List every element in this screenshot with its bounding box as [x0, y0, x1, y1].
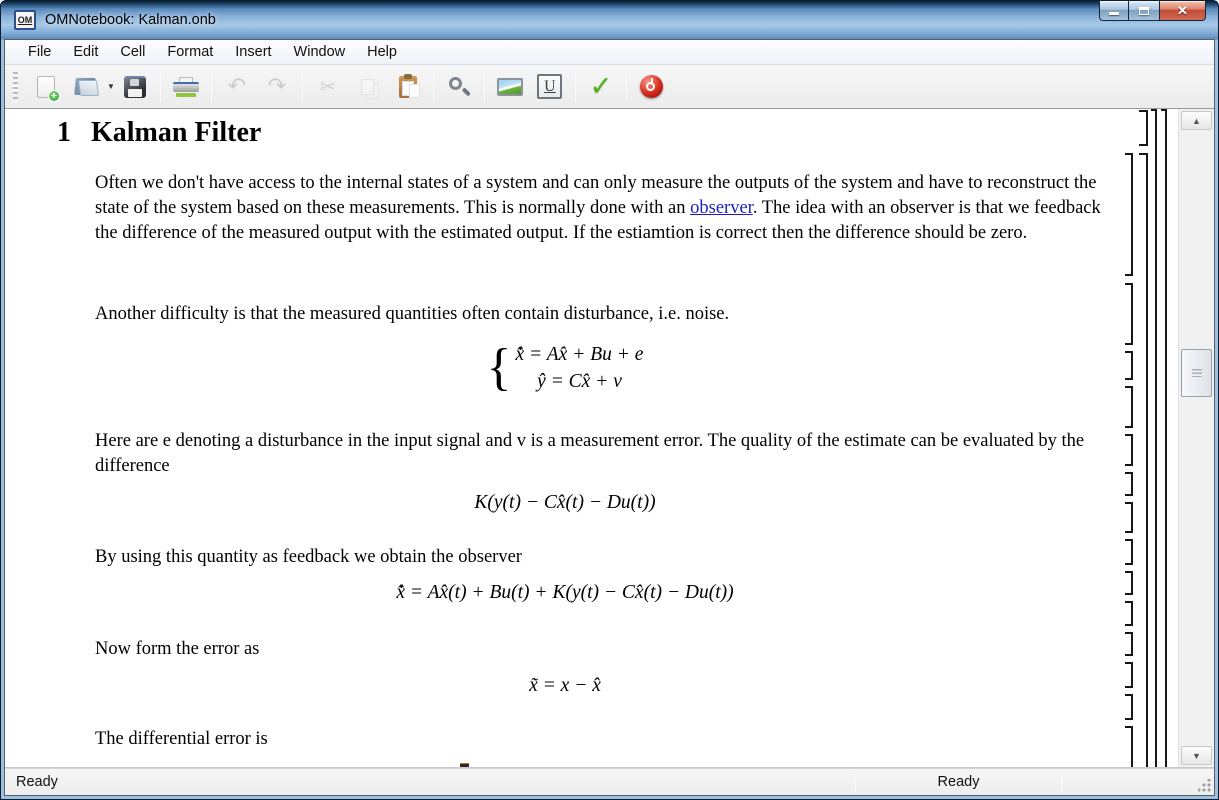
cell-bracket[interactable]: [1125, 726, 1133, 768]
cell-bracket[interactable]: [1125, 283, 1133, 345]
cell-bracket[interactable]: [1125, 386, 1133, 428]
open-button[interactable]: [68, 70, 104, 104]
search-handle: [462, 87, 471, 96]
save-button[interactable]: [117, 70, 153, 104]
toolbar-separator: [575, 73, 576, 101]
arrow-up-icon: ▲: [1192, 115, 1201, 126]
arrow-down-icon: ▼: [1192, 750, 1201, 761]
insert-image-button[interactable]: [492, 70, 528, 104]
text-cell-1: [95, 171, 1113, 246]
toolbar-separator: [626, 73, 627, 101]
title-bar[interactable]: [1, 1, 1218, 39]
close-icon: ✕: [1177, 3, 1188, 18]
cell-bracket[interactable]: [1125, 502, 1133, 533]
open-dropdown-arrow-icon[interactable]: ▼: [107, 82, 115, 91]
cell-bracket[interactable]: [1125, 571, 1133, 595]
underline-icon: U: [537, 74, 562, 99]
toolbar-separator: [211, 73, 212, 101]
window-title: OMNotebook: Kalman.onb: [45, 12, 216, 28]
status-secondary: Ready: [937, 774, 980, 790]
plus-badge-icon: +: [48, 90, 60, 102]
cell-bracket[interactable]: [1125, 153, 1133, 276]
menu-insert[interactable]: Insert: [235, 44, 272, 60]
menu-format[interactable]: Format: [167, 44, 214, 60]
window-controls: [1099, 1, 1206, 21]
printer-tray: [176, 93, 196, 97]
copy-button: [350, 70, 386, 104]
equation-cell-1: [5, 341, 1125, 395]
cell-bracket[interactable]: [1139, 153, 1148, 768]
equation-line: ŷ = Cx̂ + v: [537, 371, 622, 392]
cell-bracket[interactable]: [1125, 472, 1133, 496]
thumb-grip-icon: [1192, 369, 1202, 377]
paragraph-text: . The idea with an observer is that we feedback the difference of the measured output with the estimated output. If the estiamtion is correct then the difference should be zero.: [95, 198, 1101, 243]
cell-bracket[interactable]: [1125, 434, 1133, 466]
cut-icon: ✂: [319, 75, 336, 98]
maximize-icon: [1139, 7, 1149, 15]
toolbar: [5, 65, 1214, 109]
cell-bracket[interactable]: [1125, 351, 1133, 380]
text-cell-2: Another difficulty is that the measured quantities often contain disturbance, i.e. noise.: [95, 304, 730, 324]
toolbar-grip[interactable]: [13, 72, 18, 102]
minimize-button[interactable]: [1099, 1, 1129, 21]
observer-link[interactable]: observer: [690, 198, 753, 218]
printer-body: [173, 82, 199, 92]
paragraph-text: Often we don't have access to the internal states of a system and can only measure the outputs of the system and have to reconstruct the state of the system based on these measurements. This is normally done with an: [95, 173, 1097, 218]
cell-bracket[interactable]: [1125, 662, 1133, 688]
equation-cell-3: x̂̇ = Ax̂(t) + Bu(t) + K(y(t) − Cx̂(t) − Du(t)): [396, 582, 734, 603]
equation-cell-4: x̃ = x − x̂: [529, 675, 601, 696]
save-floppy-icon: [124, 76, 146, 98]
floppy-label: [128, 89, 142, 97]
cut-button: [310, 70, 346, 104]
cell-bracket[interactable]: [1151, 109, 1157, 768]
scrollbar-thumb[interactable]: [1181, 349, 1212, 397]
quit-button[interactable]: [634, 70, 670, 104]
client-area: [4, 39, 1215, 796]
partial-equation-top: [460, 763, 469, 767]
search-icon: [447, 75, 471, 99]
cell-bracket[interactable]: [1125, 694, 1133, 720]
menu-help[interactable]: Help: [367, 44, 397, 60]
status-end-panel: [1062, 769, 1214, 795]
new-document-button[interactable]: [28, 70, 64, 104]
resize-grip[interactable]: [1198, 779, 1211, 792]
open-folder-front-icon: [78, 80, 99, 96]
equation-line: x̂̇ = Ax̂ + Bu + e: [515, 344, 644, 365]
toolbar-separator: [160, 73, 161, 101]
vertical-scrollbar[interactable]: [1178, 109, 1214, 767]
section-title: Kalman Filter: [91, 117, 262, 148]
clipboard-clasp: [404, 74, 412, 79]
clipboard-page2: [409, 84, 420, 98]
floppy-shutter: [130, 79, 139, 86]
toolbar-separator: [433, 73, 434, 101]
image-icon: [497, 78, 523, 96]
scroll-up-button[interactable]: [1181, 111, 1212, 130]
power-icon: [640, 75, 663, 98]
print-icon: [173, 77, 199, 97]
copy-icon: [361, 79, 374, 95]
maximize-button[interactable]: [1129, 1, 1159, 21]
cell-bracket[interactable]: [1161, 109, 1167, 768]
status-message: Ready: [16, 774, 58, 790]
text-cell-6: The differential error is: [95, 729, 268, 749]
cell-bracket[interactable]: [1125, 601, 1133, 626]
close-button[interactable]: [1159, 1, 1206, 21]
paste-button[interactable]: [390, 70, 426, 104]
print-button[interactable]: [168, 70, 204, 104]
cell-bracket[interactable]: [1125, 539, 1133, 565]
redo-icon: ↷: [267, 73, 287, 99]
toolbar-separator: [302, 73, 303, 101]
menu-window[interactable]: Window: [293, 44, 346, 60]
text-cell-5: Now form the error as: [95, 639, 260, 659]
search-lens: [449, 77, 462, 90]
redo-button: [259, 70, 295, 104]
minimize-icon: [1109, 12, 1119, 15]
app-icon: OM: [14, 10, 36, 30]
cell-bracket[interactable]: [1139, 110, 1148, 146]
text-cell-4: By using this quantity as feedback we obtain the observer: [95, 547, 522, 567]
toolbar-separator: [484, 73, 485, 101]
menu-file[interactable]: File: [28, 44, 52, 60]
section-number: 1: [57, 117, 71, 148]
document-canvas[interactable]: [5, 109, 1178, 767]
status-bar: [5, 768, 1214, 795]
text-cell-3: Here are e denoting a disturbance in the input signal and v is a measurement error. The quality of the estimate can be evaluated by the difference: [95, 431, 1085, 476]
equation-cell-2: K(y(t) − Cx̂(t) − Du(t)): [474, 492, 656, 513]
system-brace: {: [486, 339, 512, 396]
check-icon: ✓: [589, 71, 613, 102]
underline-button[interactable]: [532, 70, 568, 104]
undo-button: [219, 70, 255, 104]
cell-bracket[interactable]: [1125, 632, 1133, 656]
search-button[interactable]: [441, 70, 477, 104]
paste-icon: [399, 76, 417, 98]
scroll-down-button[interactable]: [1181, 746, 1212, 765]
menu-edit[interactable]: Edit: [73, 44, 99, 60]
menu-bar: [5, 40, 1214, 65]
menu-cell[interactable]: Cell: [120, 44, 146, 60]
undo-icon: ↶: [227, 73, 247, 99]
notebook-view: [5, 109, 1214, 768]
check-button[interactable]: [583, 70, 619, 104]
section-heading: [57, 117, 261, 149]
